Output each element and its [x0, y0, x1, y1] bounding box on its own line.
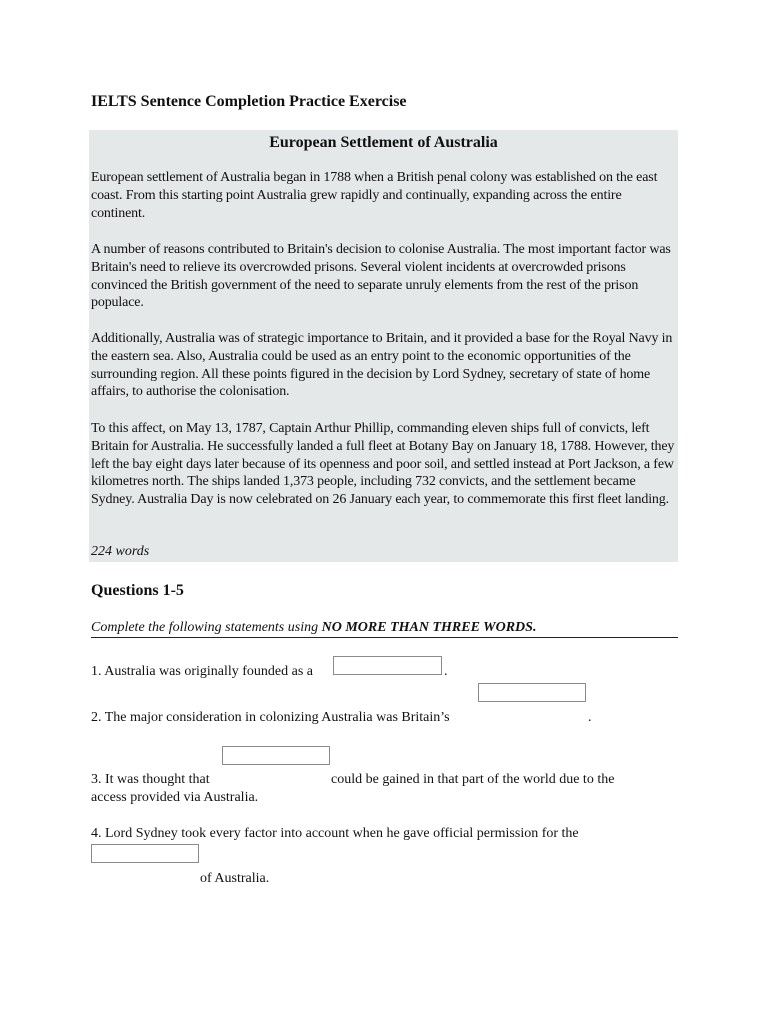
question-3-answer-field[interactable] — [222, 746, 330, 765]
question-1-text: 1. Australia was originally founded as a — [91, 664, 314, 679]
question-4-text: 4. Lord Sydney took every factor into account when he gave official permission for the — [91, 826, 579, 841]
question-4-text-after: of Australia. — [200, 871, 270, 886]
question-1-answer-field[interactable] — [333, 656, 442, 675]
passage-title: European Settlement of Australia — [269, 134, 498, 151]
question-4-answer-field[interactable] — [91, 844, 199, 863]
questions-heading: Questions 1-5 — [91, 582, 184, 599]
instruction-emphasis: NO MORE THAN THREE WORDS. — [321, 620, 537, 635]
questions-instruction — [91, 620, 678, 638]
passage-paragraph-4: To this affect, on May 13, 1787, Captain Arthur Phillip, commanding eleven ships full of convicts, left Britain for Australia. He successfully landed a full fleet at Botany Bay on January 18, 1788. However, they left the bay eight days later because of its openness and poor soil, and settled instead at Port Jackson, a few kilometres north. The ships landed 1,373 people, including 732 convicts, and the settlement became Sydney. Australia Day is now celebrated on 26 January each year, to commemorate this first fleet landing. — [91, 421, 675, 508]
reading-passage — [89, 130, 678, 562]
question-2-answer-field[interactable] — [478, 683, 586, 702]
question-2-text: 2. The major consideration in colonizing Australia was Britain’s — [91, 710, 450, 725]
page-title: IELTS Sentence Completion Practice Exercise — [91, 93, 407, 110]
question-3-text-after: could be gained in that part of the world due to the — [331, 772, 615, 787]
instruction-prefix: Complete the following statements using — [91, 620, 322, 635]
question-1-period: . — [444, 664, 448, 679]
passage-paragraph-2: A number of reasons contributed to Britain's decision to colonise Australia. The most important factor was Britain's need to relieve its overcrowded prisons. Several violent incidents at overcrowded prisons convinced the British government of the need to separate unruly elements from the rest of the prison populace. — [91, 242, 671, 311]
word-count: 224 words — [91, 544, 150, 559]
passage-paragraph-3: Additionally, Australia was of strategic importance to Britain, and it provided a base for the Royal Navy in the eastern sea. Also, Australia could be used as an entry point to the economic opportunities of the surrounding region. All these points figured in the decision by Lord Sydney, secretary of state of home affairs, to authorise the colonisation. — [91, 331, 673, 400]
question-3-text-before: 3. It was thought that — [91, 772, 210, 787]
question-2-period: . — [588, 710, 592, 725]
question-3-text-line2: access provided via Australia. — [91, 790, 259, 805]
passage-paragraph-1: European settlement of Australia began in 1788 when a British penal colony was established on the east coast. From this starting point Australia grew rapidly and continually, expanding across the entire continent. — [91, 170, 658, 221]
